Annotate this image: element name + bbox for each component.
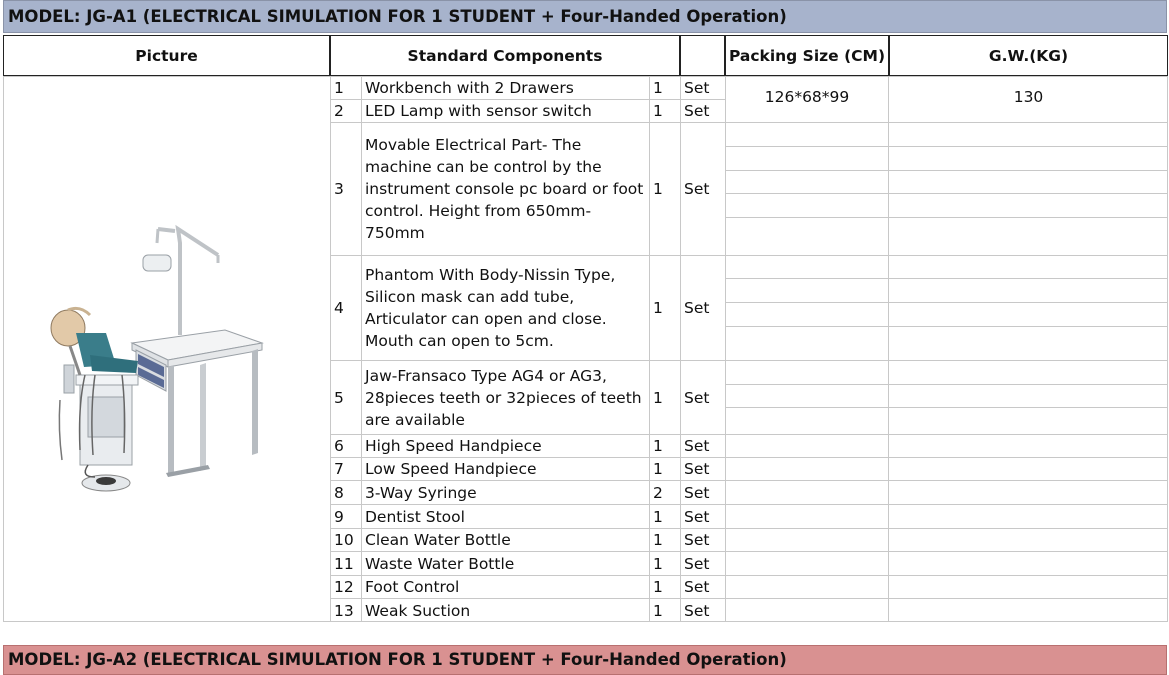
dental-simulator-picture [40, 215, 275, 500]
item-unit: Set [684, 507, 710, 526]
item-description: LED Lamp with sensor switch [365, 102, 592, 120]
item-unit: Set [684, 79, 710, 97]
header-gross-weight: G.W.(KG) [889, 35, 1168, 76]
item-number: 9 [334, 507, 344, 526]
item-description: Waste Water Bottle [365, 554, 515, 573]
item-quantity: 1 [653, 299, 663, 317]
item-description: Low Speed Handpiece [365, 460, 537, 478]
item-description: High Speed Handpiece [365, 437, 542, 455]
item-quantity: 1 [653, 601, 663, 620]
gross-weight-value: 130 [1013, 88, 1044, 106]
item-quantity: 1 [653, 102, 663, 120]
item-number: 4 [334, 299, 344, 317]
item-unit: Set [684, 601, 710, 620]
item-quantity: 1 [653, 79, 663, 97]
item-unit: Set [684, 180, 710, 198]
item-description: 3-Way Syringe [365, 483, 477, 502]
item-number: 6 [334, 437, 344, 455]
item-quantity: 1 [653, 531, 663, 549]
item-quantity: 1 [653, 460, 663, 478]
item-description: Clean Water Bottle [365, 531, 511, 549]
item-number: 3 [334, 180, 344, 198]
item-number: 11 [334, 554, 354, 573]
item-quantity: 1 [653, 180, 663, 198]
item-quantity: 2 [653, 483, 663, 502]
item-unit: Set [684, 437, 710, 455]
item-number: 10 [334, 531, 354, 549]
item-number: 7 [334, 460, 344, 478]
item-description: Dentist Stool [365, 507, 465, 526]
item-description: Workbench with 2 Drawers [365, 79, 574, 97]
item-number: 8 [334, 483, 344, 502]
next-model-title: MODEL: JG-A2 (ELECTRICAL SIMULATION FOR 1 STUDENT + Four-Handed Operation) [3, 645, 1167, 675]
item-quantity: 1 [653, 437, 663, 455]
item-description: Weak Suction [365, 601, 471, 620]
item-number: 12 [334, 578, 354, 596]
item-number: 2 [334, 102, 344, 120]
item-description: Phantom With Body-Nissin Type, Silicon mask can add tube, Articulator can open and close. Mouth can open to 5cm. [365, 266, 616, 350]
item-unit: Set [684, 554, 710, 573]
item-quantity: 1 [653, 507, 663, 526]
model-title: MODEL: JG-A1 (ELECTRICAL SIMULATION FOR 1 STUDENT + Four-Handed Operation) [3, 0, 1167, 33]
item-unit: Set [684, 578, 710, 596]
item-unit: Set [684, 102, 710, 120]
item-unit: Set [684, 460, 710, 478]
item-description: Jaw-Fransaco Type AG4 or AG3, 28pieces teeth or 32pieces of teeth are available [365, 366, 642, 429]
item-description: Movable Electrical Part- The machine can be control by the instrument console pc board or foot control. Height from 650mm-750mm [365, 136, 644, 242]
item-unit: Set [684, 483, 710, 502]
item-number: 1 [334, 79, 344, 97]
header-packing-size: Packing Size (CM) [725, 35, 889, 76]
item-unit: Set [684, 388, 710, 407]
item-quantity: 1 [653, 388, 663, 407]
item-number: 13 [334, 601, 354, 620]
item-quantity: 1 [653, 578, 663, 596]
header-picture: Picture [3, 35, 330, 76]
item-quantity: 1 [653, 554, 663, 573]
item-number: 5 [334, 388, 344, 407]
item-unit: Set [684, 531, 710, 549]
item-unit: Set [684, 299, 710, 317]
packing-size-value: 126*68*99 [764, 88, 850, 106]
header-standard-components: Standard Components [330, 35, 680, 76]
item-description: Foot Control [365, 578, 460, 596]
header-unit-blank [680, 35, 725, 76]
